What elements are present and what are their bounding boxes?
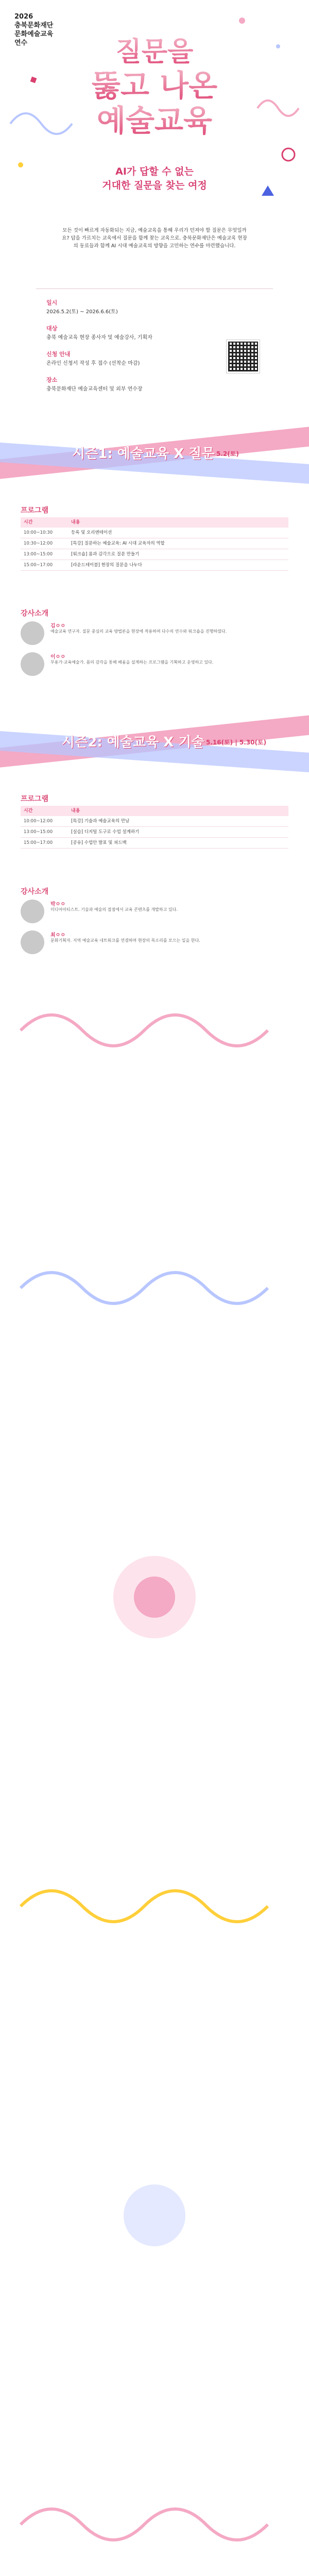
- org-year: 2026: [14, 13, 33, 21]
- lecturer-card: [21, 930, 288, 957]
- info-place: [46, 376, 263, 393]
- org-name: 충북문화재단: [14, 22, 54, 29]
- lecturer-name: 김ㅇㅇ: [50, 623, 65, 629]
- hero: [0, 0, 309, 268]
- target-label: 대상: [46, 325, 58, 332]
- table-row: 10:00~12:00 [특강] 기술과 예술교육의 만남: [21, 816, 288, 827]
- period-label: 일시: [46, 299, 58, 306]
- lecturer-desc: 무용가·교육예술가. 몸의 감각을 통해 배움을 설계하는 프로그램을 기획하고 운영하고 있다.: [50, 660, 214, 665]
- lecturer-desc: 예술교육 연구자. 질문 중심의 교육 방법론을 현장에 적용하며 다수의 연수와 워크숍을 진행하였다.: [50, 629, 227, 634]
- lecturer-desc: 미디어아티스트. 기술과 예술의 접점에서 교육 콘텐츠를 개발하고 있다.: [50, 907, 178, 912]
- hero-subtitle: [0, 165, 309, 193]
- apply-label: 신청 안내: [46, 351, 71, 358]
- table-row: 15:00~17:00 [라운드테이블] 현장의 질문을 나누다: [21, 560, 288, 571]
- headline-line-2: 뚫고 나온: [91, 68, 218, 103]
- subtitle-line-1: AI가 답할 수 없는: [115, 166, 194, 177]
- lecturer-card: [21, 900, 288, 926]
- lecturer-title-1: 강사소개: [21, 609, 49, 618]
- table-row: 13:00~15:00 [실습] 디지털 도구로 수업 설계하기: [21, 827, 288, 838]
- period-value: 2026.5.2(토) ~ 2026.6.6(토): [46, 309, 118, 315]
- qr-code[interactable]: [227, 340, 260, 373]
- program-table-2: 시간 내용 10:00~12:00 [특강] 기술과 예술교육의 만남 13:00~15:00 [실습] 디지털 도구로 수업 설계하기 15:00~17:00 [공유] 수업안 발표 및 피드백: [21, 806, 288, 849]
- headline-line-1: 질문을: [115, 37, 194, 67]
- org-field: 문화예술교육: [14, 30, 54, 38]
- lecturer-name: 최ㅇㅇ: [50, 933, 65, 938]
- season-2-ribbon: [0, 711, 309, 778]
- col-content: 내용: [68, 517, 288, 528]
- lecturer-card: [21, 652, 288, 679]
- headline: [0, 36, 309, 138]
- program-table-1: [21, 517, 288, 571]
- org-type: 연수: [14, 39, 28, 47]
- apply-value: 온라인 신청서 작성 후 접수 (선착순 마감): [46, 361, 140, 366]
- program-title-2: 프로그램: [21, 795, 49, 803]
- lecturer-card: [21, 621, 288, 648]
- table-row: 10:00~10:30 등록 및 오리엔테이션: [21, 528, 288, 538]
- lecturer-name: 박ㅇㅇ: [50, 902, 65, 907]
- info-target: [46, 325, 263, 342]
- season-1-ribbon: [0, 422, 309, 489]
- avatar: [21, 652, 44, 676]
- target-value: 충북 예술교육 현장 종사자 및 예술강사, 기획자: [46, 335, 152, 341]
- headline-line-3: 예술교육: [96, 103, 213, 138]
- season-2-date: 5.16(토) | 5.30(토): [206, 739, 267, 746]
- avatar: [21, 900, 44, 923]
- season-1-date: 5.2(토): [216, 450, 239, 457]
- avatar: [21, 621, 44, 645]
- lecturer-desc: 문화기획자. 지역 예술교육 네트워크를 연결하며 현장의 목소리를 모으는 일을 한다.: [50, 938, 200, 943]
- program-title-1: 프로그램: [21, 506, 49, 515]
- info-period: [46, 299, 263, 316]
- table-row: 13:00~15:00 [워크숍] 몸과 감각으로 질문 만들기: [21, 549, 288, 560]
- season-2-caption: 시즌2: 예술교육 X 기술: [62, 735, 204, 750]
- season-1-caption: 시즌1: 예술교육 X 질문: [72, 446, 215, 462]
- avatar: [21, 930, 44, 954]
- table-row: 10:30~12:00 [특강] 질문하는 예술교육: AI 시대 교육자의 역할: [21, 538, 288, 549]
- subtitle-line-2: 거대한 질문을 찾는 여정: [102, 180, 207, 191]
- col-time: 시간: [21, 517, 68, 528]
- table-row: 15:00~17:00 [공유] 수업안 발표 및 피드백: [21, 838, 288, 849]
- lecturer-title-2: 강사소개: [21, 888, 49, 896]
- intro-text: 모든 것이 빠르게 자동화되는 지금, 예술교육을 통해 우리가 던져야 할 질문은 무엇일까요? 답을 가르치는 교육에서 질문을 함께 찾는 교육으로. 충북문화재단은 예술교육 현장의 동료들과 함께 AI 시대 예술교육의 방향을 고민하는 연수를 마련했습니다.: [62, 228, 247, 249]
- lecturer-name: 이ㅇㅇ: [50, 654, 65, 660]
- place-label: 장소: [46, 377, 58, 383]
- decoration-illustrations: [0, 979, 309, 2576]
- place-value: 충북문화재단 예술교육센터 및 외부 연수장: [46, 386, 143, 392]
